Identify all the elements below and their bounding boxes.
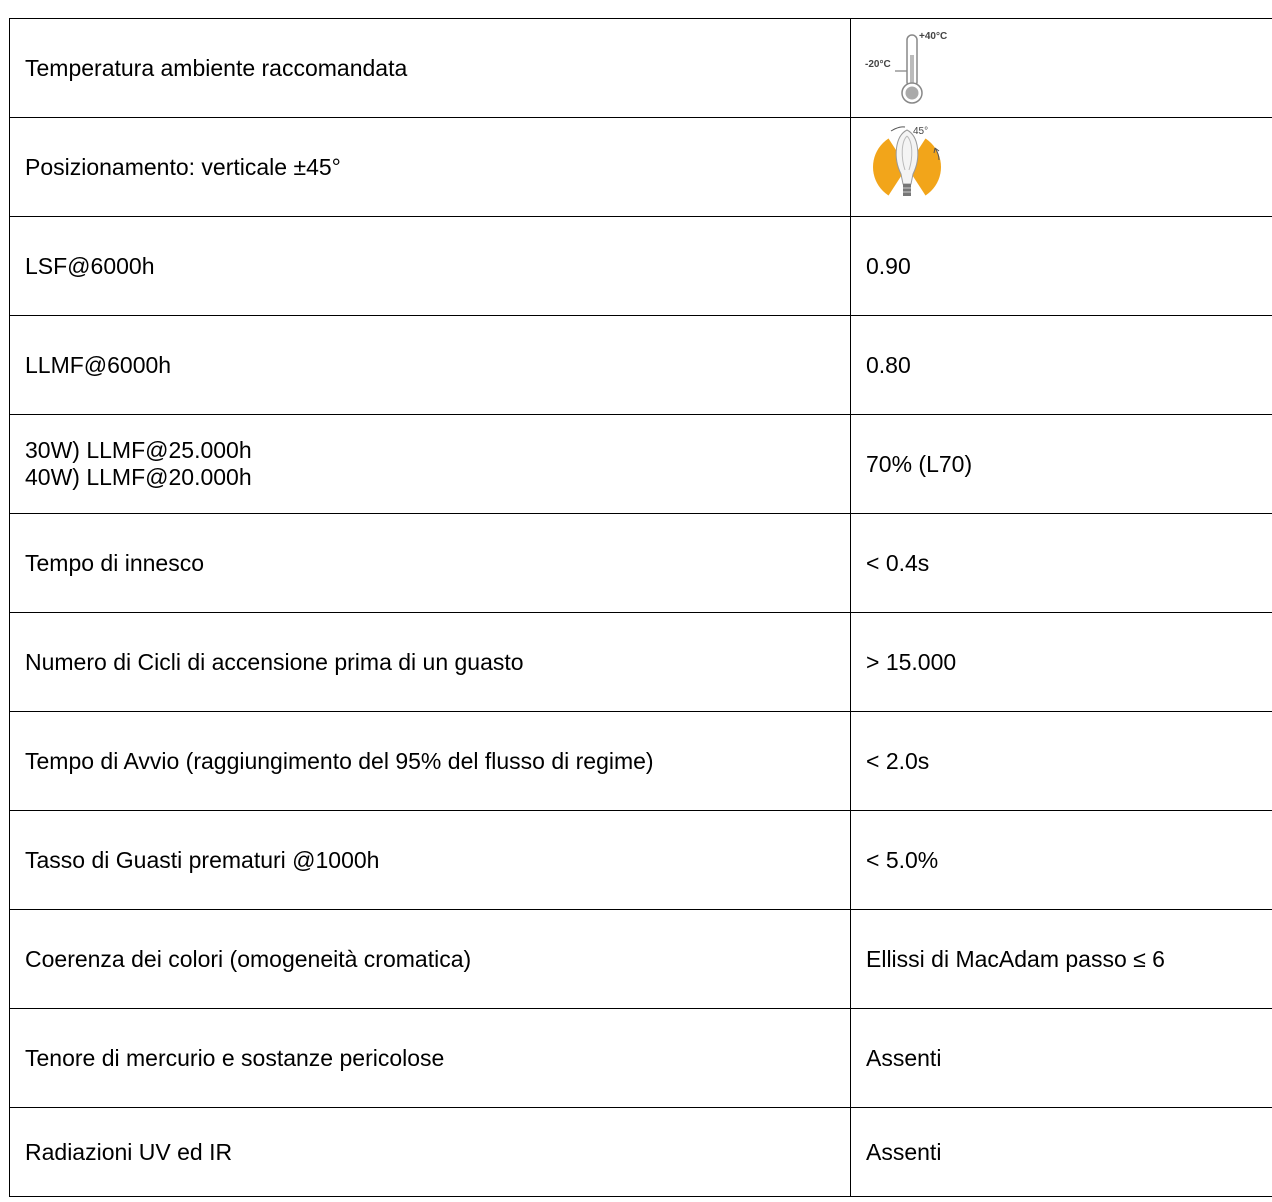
row-value: Assenti xyxy=(851,1108,1272,1197)
table-row xyxy=(10,316,1272,415)
row-label: Coerenza dei colori (omogeneità cromatica) xyxy=(10,910,851,1009)
row-value: Assenti xyxy=(851,1009,1272,1108)
temp-max-label: +40°C xyxy=(919,31,948,42)
thermometer-icon xyxy=(865,27,951,109)
table-row xyxy=(10,415,1272,514)
row-value: < 2.0s xyxy=(851,712,1272,811)
table-row xyxy=(10,811,1272,910)
label-line: 40W) LLMF@20.000h xyxy=(25,464,252,490)
row-label: Temperatura ambiente raccomandata xyxy=(10,19,851,118)
row-label: Numero di Cicli di accensione prima di un guasto xyxy=(10,613,851,712)
spec-table xyxy=(9,18,1272,1197)
row-label: Tenore di mercurio e sostanze pericolose xyxy=(10,1009,851,1108)
row-label: LSF@6000h xyxy=(10,217,851,316)
row-value: < 5.0% xyxy=(851,811,1272,910)
row-value: Ellissi di MacAdam passo ≤ 6 xyxy=(851,910,1272,1009)
row-value: < 0.4s xyxy=(851,514,1272,613)
row-label: Radiazioni UV ed IR xyxy=(10,1108,851,1197)
table-row xyxy=(10,613,1272,712)
lamp-orientation-icon xyxy=(865,122,955,212)
label-line: 30W) LLMF@25.000h xyxy=(25,437,252,463)
row-label: Tempo di innesco xyxy=(10,514,851,613)
table-row xyxy=(10,19,1272,118)
table-row xyxy=(10,118,1272,217)
row-label: Tasso di Guasti prematuri @1000h xyxy=(10,811,851,910)
table-row xyxy=(10,217,1272,316)
row-value xyxy=(851,19,1272,118)
row-value xyxy=(851,118,1272,217)
row-value: 70% (L70) xyxy=(851,415,1272,514)
row-value: 0.90 xyxy=(851,217,1272,316)
table-row xyxy=(10,910,1272,1009)
angle-label: 45° xyxy=(913,126,929,137)
table-row xyxy=(10,1108,1272,1197)
row-label: Posizionamento: verticale ±45° xyxy=(10,118,851,217)
row-label xyxy=(10,415,851,514)
row-label: Tempo di Avvio (raggiungimento del 95% del flusso di regime) xyxy=(10,712,851,811)
temp-min-label: -20°C xyxy=(865,59,891,70)
row-label: LLMF@6000h xyxy=(10,316,851,415)
table-row xyxy=(10,712,1272,811)
table-row xyxy=(10,1009,1272,1108)
row-value: > 15.000 xyxy=(851,613,1272,712)
table-row xyxy=(10,514,1272,613)
row-value: 0.80 xyxy=(851,316,1272,415)
